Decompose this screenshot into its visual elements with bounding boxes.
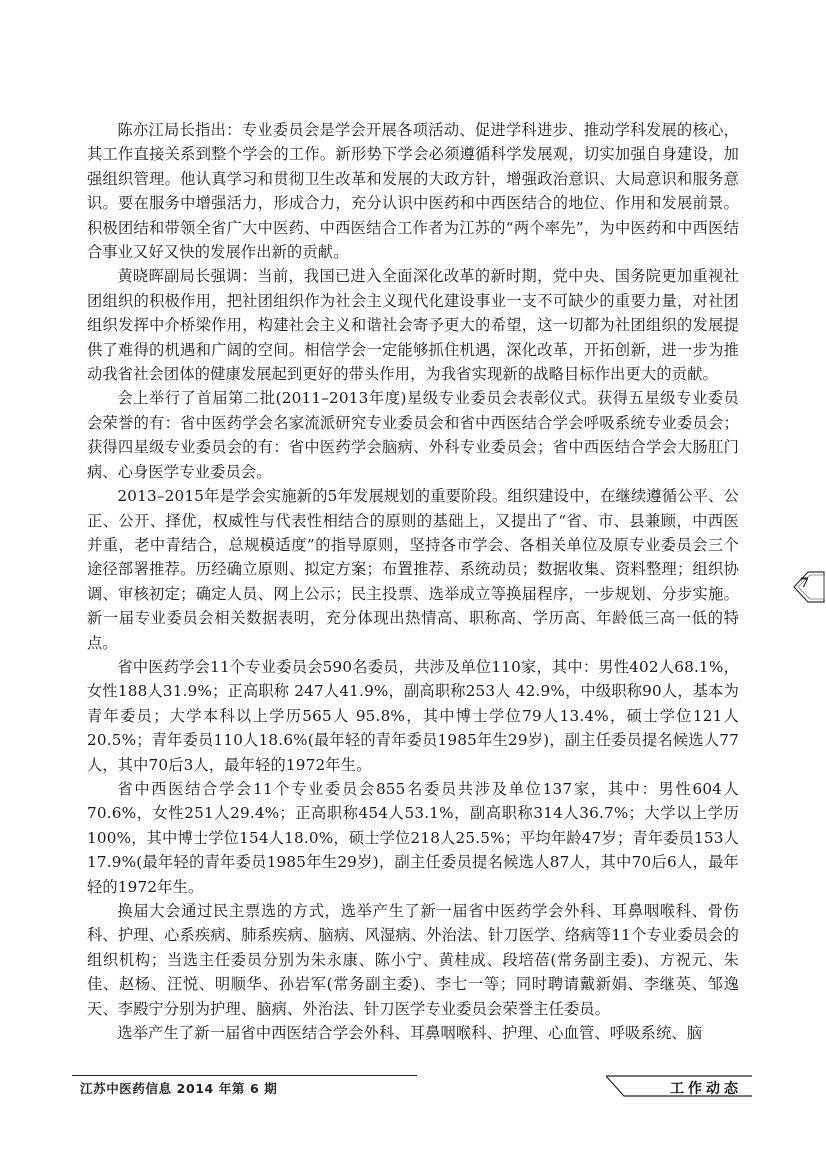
paragraph: 换届大会通过民主票选的方式，选举产生了新一届省中医药学会外科、耳鼻咽喉科、骨伤科、护理、心系疾病、肺系疾病、脑病、风湿病、外治法、针刀医学、络病等11个专业委员会的组织机构；当选主任委员分别为朱永康、陈小宁、黄桂成、段培蓓(常务副主委)、方祝元、朱佳、赵杨、汪悦、明顺华、孙岩军(常务副主委)、李七一等；同时聘请戴新娟、李继英、邹逸天、李殿宁分别为护理、脑病、外治法、针刀医学专业委员会荣誉主任委员。 <box>87 902 739 1018</box>
paragraph: 省中西医结合学会11个专业委员会855名委员共涉及单位137家，其中：男性604人70.6%，女性251人29.4%；正高职称454人53.1%，副高职称314人36.7%；大学以上学历100%，其中博士学位154人18.0%，硕士学位218人25.5%；平均年龄47岁；青年委员153人17.9%(最年轻的青年委员1985年生29岁)，副主任委员提名候选人87人，其中70后6人，最年轻的1972年生。 <box>87 779 739 896</box>
paragraph: 会上举行了首届第二批(2011–2013年度)星级专业委员会表彰仪式。获得五星级专业委员会荣誉的有：省中医药学会名家流派研究专业委员会和省中西医结合学会呼吸系统专业委员会；获得四星级专业委员会的有：省中医药学会脑病、外科专业委员会；省中西医结合学会大肠肛门病、心身医学专业委员会。 <box>87 389 739 481</box>
section-label-box <box>606 1075 752 1097</box>
page-number: 7 <box>800 576 810 591</box>
paragraph: 2013–2015年是学会实施新的5年发展规划的重要阶段。组织建设中，在继续遵循公平、公正、公开、择优，权威性与代表性相结合的原则的基础上，又提出了“省、市、县兼顾，中西医并重，老中青结合，总规模适度”的指导原则，坚持各市学会、各相关单位及原专业委员会三个途径部署推荐。历经确立原则、拟定方案；布置推荐、系统动员；数据收集、资料整理；组织协调、审核初定；确定人员、网上公示；民主投票、选举成立等换届程序，一步规划、分步实施。新一届专业委员会相关数据表明，充分体现出热情高、职称高、学历高、年龄低三高一低的特点。 <box>87 487 739 652</box>
paragraph: 省中医药学会11个专业委员会590名委员，共涉及单位110家，其中：男性402人68.1%，女性188人31.9%；正高职称 247人41.9%，副高职称253人 42.9%，中级职称90人，基本为青年委员；大学本科以上学历565人 95.8%，其中博士学位79人13.4%，硕士学位121人20.5%；青年委员110人18.6%(最年轻的青年委员1985年生29岁)，副主任委员提名候选人77人，其中70后3人，最年轻的1972年生。 <box>87 657 739 774</box>
journal-issue-footer: 江苏中医药信息 2014 年第 6 期 <box>80 1081 278 1096</box>
paragraph: 黄晓晖副局长强调：当前，我国已进入全面深化改革的新时期，党中央、国务院更加重视社团组织的积极作用，把社团组织作为社会主义现代化建设事业一支不可缺少的重要力量，对社团组织发挥中介桥梁作用，构建社会主义和谐社会寄予更大的希望，这一切都为社团组织的发展提供了难得的机遇和广阔的空间。相信学会一定能够抓住机遇，深化改革，开拓创新，进一步为推动我省社会团体的健康发展起到更好的带头作用，为我省实现新的战略目标作出更大的贡献。 <box>87 267 739 384</box>
paragraph: 选举产生了新一届省中西医结合学会外科、耳鼻咽喉科、护理、心血管、呼吸系统、脑 <box>117 1024 703 1043</box>
paragraph: 陈亦江局长指出：专业委员会是学会开展各项活动、促进学科进步、推动学科发展的核心，其工作直接关系到整个学会的工作。新形势下学会必须遵循科学发展观，切实加强自身建设，加强组织管理。他认真学习和贯彻卫生改革和发展的大政方针，增强政治意识、大局意识和服务意识。要在服务中增强活力，形成合力，充分认识中医药和中西医结合的地位、作用和发展前景。积极团结和带领全省广大中医药、中西医结合工作者为江苏的“两个率先”，为中医药和中西医结合事业又好又快的发展作出新的贡献。 <box>87 121 739 262</box>
article-body <box>87 118 739 1045</box>
page-number-marker <box>790 570 826 604</box>
footer-divider <box>72 1075 417 1076</box>
section-label: 工作动态 <box>670 1081 742 1097</box>
